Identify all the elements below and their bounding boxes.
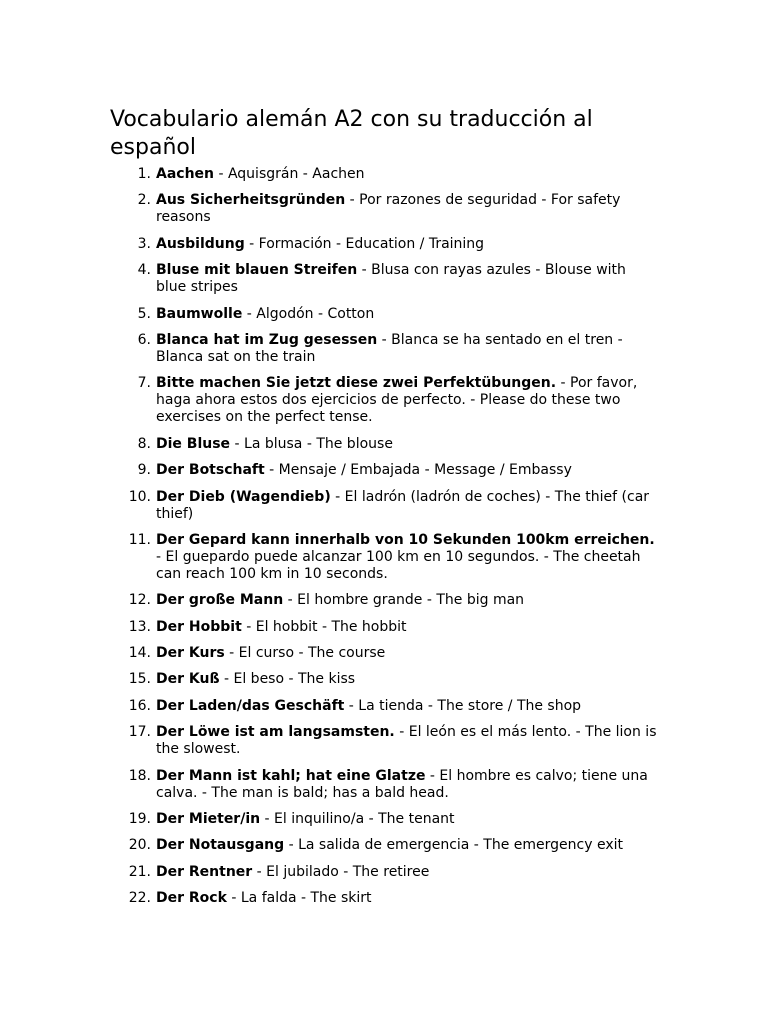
list-item [110,462,660,479]
translation-text: - El ladrón (ladrón de coches) - The thief (car thief) [156,488,650,522]
translation-text: - La blusa - The blouse [230,435,393,452]
list-item [110,811,660,828]
item-number: 18. [128,767,151,784]
document-page [110,106,660,917]
list-item [110,262,660,296]
german-term: Der Notausgang [156,837,285,854]
german-term: Der Laden/das Geschäft [156,697,345,714]
item-number: 21. [128,863,151,880]
german-term: Der Mieter/in [156,811,261,828]
item-number: 1. [137,166,151,182]
german-term: Der Kurs [156,645,225,662]
list-item [110,192,660,226]
item-number: 8. [137,435,151,452]
item-number: 12. [128,592,151,609]
translation-text: - El jubilado - The retiree [252,863,430,880]
translation-text: - El inquilino/a - The tenant [260,811,455,828]
german-term: Die Bluse [156,435,231,452]
german-term: Bluse mit blauen Streifen [156,262,358,279]
translation-text: - El beso - The kiss [219,671,356,688]
item-number: 17. [128,724,151,741]
translation-text: - Blusa con rayas azules - Blouse with blue stripes [156,262,626,296]
list-item [110,768,660,802]
item-number: 3. [137,235,151,252]
item-number: 19. [128,811,151,828]
german-term: Der Rentner [156,863,253,880]
item-number: 5. [137,305,151,322]
list-item [110,619,660,636]
list-item [110,532,660,583]
translation-text: - La falda - The skirt [226,890,372,907]
list-item [110,489,660,523]
german-term: Aus Sicherheitsgründen [156,192,346,209]
german-term: Der Hobbit [156,618,242,635]
item-number: 16. [128,697,151,714]
translation-text: - El hobbit - The hobbit [241,618,407,635]
item-number: 13. [128,618,151,635]
german-term: Der Löwe ist am langsamsten. [156,724,395,741]
list-item [110,724,660,758]
translation-text: - Aquisgrán - Aachen [214,166,365,182]
list-item [110,592,660,609]
translation-text: - El hombre es calvo; tiene una calva. - The man is bald; has a bald head. [156,767,648,801]
german-term: Blanca hat im Zug gesessen [156,331,378,348]
translation-text: - El león es el más lento. - The lion is the slowest. [156,724,657,758]
item-number: 11. [128,531,151,548]
item-number: 22. [128,890,151,907]
vocabulary-list [110,166,660,907]
german-term: Ausbildung [156,235,245,252]
list-item [110,837,660,854]
item-number: 7. [137,375,151,392]
german-term: Der Dieb (Wagendieb) [156,488,331,505]
item-number: 14. [128,645,151,662]
translation-text: - La tienda - The store / The shop [344,697,582,714]
list-item [110,375,660,426]
german-term: Der Gepard kann innerhalb von 10 Sekunden 100km erreichen. [156,531,655,548]
translation-text: - Formación - Education / Training [244,235,485,252]
german-term: Der Rock [156,890,227,907]
translation-text: - El guepardo puede alcanzar 100 km en 10 segundos. - The cheetah can reach 100 km in 10 seconds. [156,548,641,582]
list-item [110,864,660,881]
german-term: Bitte machen Sie jetzt diese zwei Perfektübungen. [156,375,557,392]
list-item [110,436,660,453]
german-term: Baumwolle [156,305,243,322]
list-item [110,890,660,907]
list-item [110,645,660,662]
item-number: 4. [137,262,151,279]
item-number: 20. [128,837,151,854]
item-number: 9. [137,462,151,479]
translation-text: - Algodón - Cotton [242,305,375,322]
item-number: 15. [128,671,151,688]
translation-text: - El hombre grande - The big man [283,592,525,609]
item-number: 6. [137,331,151,348]
translation-text: - La salida de emergencia - The emergency exit [284,837,624,854]
german-term: Der große Mann [156,592,284,609]
list-item [110,698,660,715]
translation-text: - Por favor, haga ahora estos dos ejercicios de perfecto. - Please do these two exercises on the perfect tense. [156,375,638,426]
list-item [110,671,660,688]
item-number: 2. [137,192,151,209]
german-term: Der Mann ist kahl; hat eine Glatze [156,767,426,784]
translation-text: - Por razones de seguridad - For safety reasons [156,192,621,226]
translation-text: - Mensaje / Embajada - Message / Embassy [264,462,572,479]
item-number: 10. [128,488,151,505]
list-item [110,236,660,253]
translation-text: - El curso - The course [224,645,386,662]
page-title: Vocabulario alemán A2 con su traducción al español [110,107,593,160]
list-item [110,306,660,323]
german-term: Der Botschaft [156,462,265,479]
german-term: Aachen [156,166,215,182]
german-term: Der Kuß [156,671,220,688]
translation-text: - Blanca se ha sentado en el tren - Blanca sat on the train [156,331,623,365]
list-item [110,332,660,366]
list-item [110,166,660,183]
